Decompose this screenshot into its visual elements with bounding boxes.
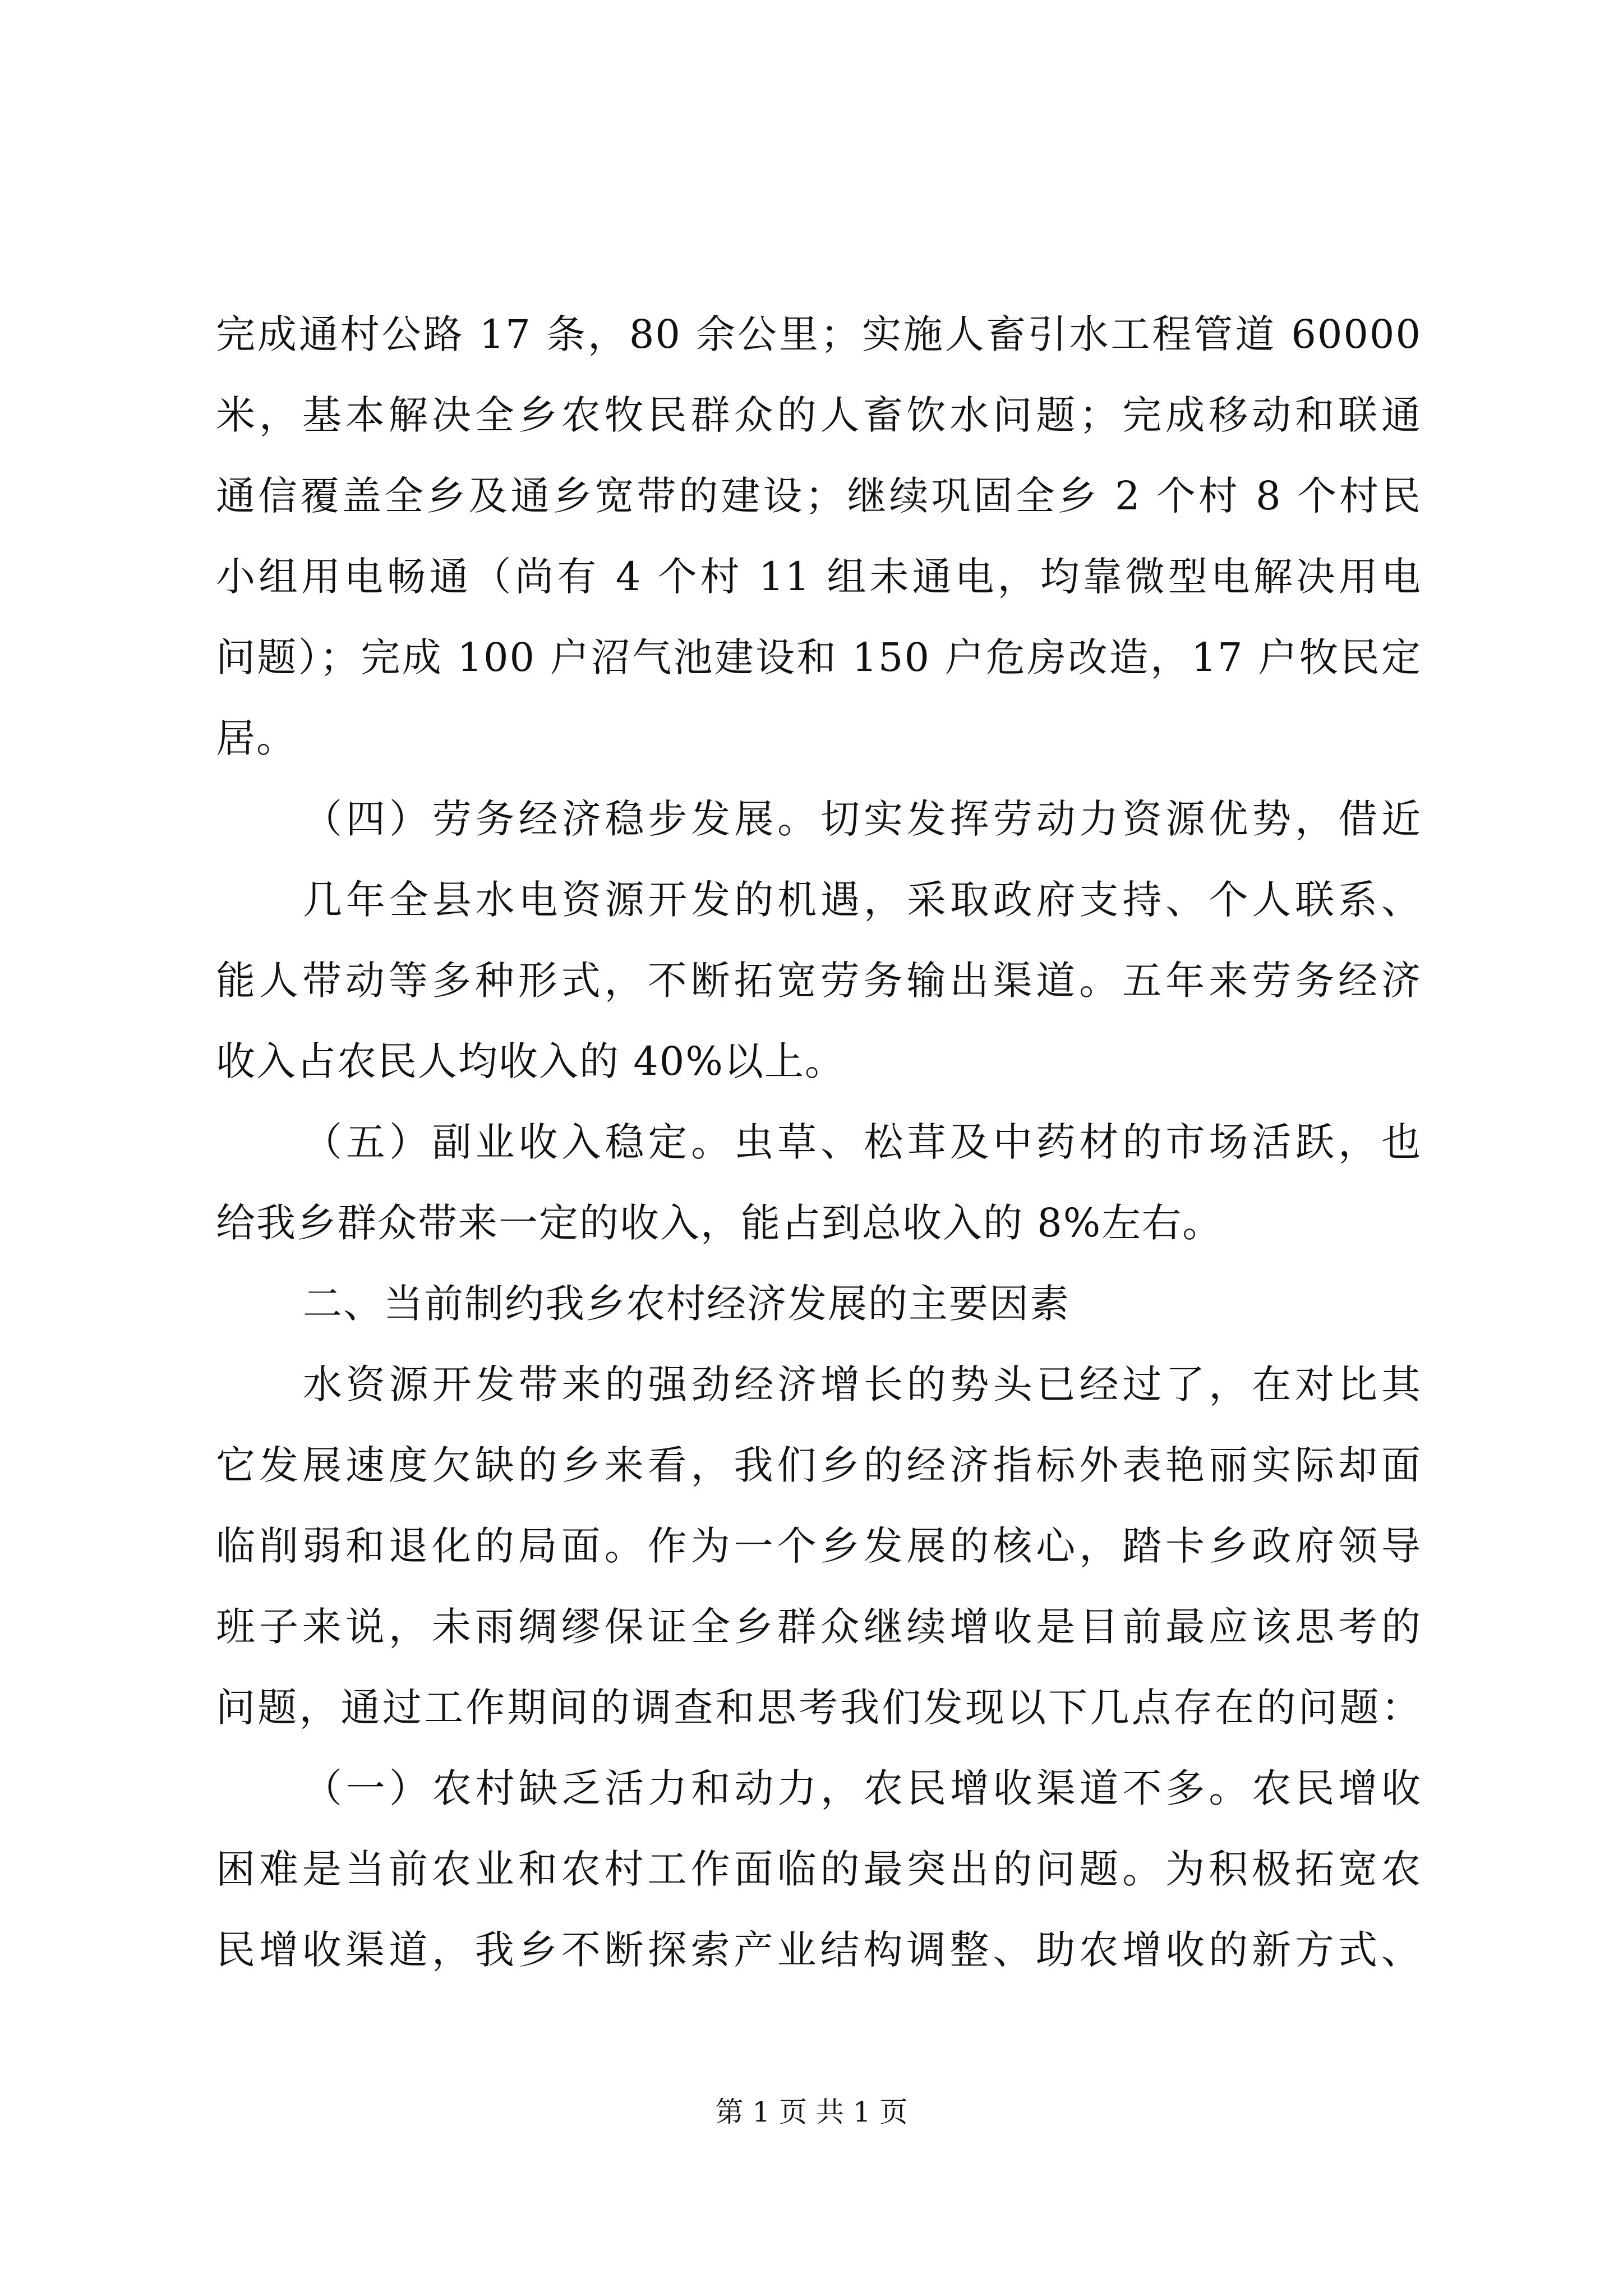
body-line: 几年全县水电资源开发的机遇，采取政府支持、个人联系、 bbox=[303, 877, 1422, 923]
body-line: 收入占农民人均收入的 40%以上。 bbox=[216, 1038, 845, 1084]
body-line: 居。 bbox=[216, 715, 297, 761]
body-line: 问题）；完成 100 户沼气池建设和 150 户危房改造，17 户牧民定 bbox=[216, 634, 1422, 680]
body-line: 给我乡群众带来一定的收入，能占到总收入的 8%左右。 bbox=[216, 1200, 1223, 1246]
paragraph-heading-line: （一）农村缺乏活力和动力，农民增收渠道不多。农民增收 bbox=[303, 1765, 1422, 1811]
section-heading: 二、当前制约我乡农村经济发展的主要因素 bbox=[303, 1281, 1070, 1327]
body-line: 小组用电畅通（尚有 4 个村 11 组未通电，均靠微型电解决用电 bbox=[216, 554, 1422, 600]
body-line: 能人带动等多种形式，不断拓宽劳务输出渠道。五年来劳务经济 bbox=[216, 958, 1422, 1004]
body-line: 困难是当前农业和农村工作面临的最突出的问题。为积极拓宽农 bbox=[216, 1846, 1422, 1892]
body-line: 班子来说，未雨绸缪保证全乡群众继续增收是目前最应该思考的 bbox=[216, 1604, 1422, 1650]
body-line: 完成通村公路 17 条，80 余公里；实施人畜引水工程管道 60000 bbox=[216, 311, 1422, 357]
body-line: 民增收渠道，我乡不断探索产业结构调整、助农增收的新方式、 bbox=[216, 1927, 1422, 1973]
page-footer: 第 1 页 共 1 页 bbox=[715, 2096, 908, 2128]
body-line: 它发展速度欠缺的乡来看，我们乡的经济指标外表艳丽实际却面 bbox=[216, 1442, 1422, 1488]
body-line: 临削弱和退化的局面。作为一个乡发展的核心，踏卡乡政府领导 bbox=[216, 1523, 1422, 1569]
body-line: 通信覆盖全乡及通乡宽带的建设；继续巩固全乡 2 个村 8 个村民 bbox=[216, 473, 1422, 519]
paragraph-heading-line: （四）劳务经济稳步发展。切实发挥劳动力资源优势，借近 bbox=[303, 796, 1422, 842]
body-line: 水资源开发带来的强劲经济增长的势头已经过了，在对比其 bbox=[303, 1361, 1422, 1407]
body-line: 问题，通过工作期间的调查和思考我们发现以下几点存在的问题： bbox=[216, 1685, 1422, 1731]
body-line: 米，基本解决全乡农牧民群众的人畜饮水问题；完成移动和联通 bbox=[216, 392, 1422, 438]
paragraph-heading-line: （五）副业收入稳定。虫草、松茸及中药材的市场活跃，也 bbox=[303, 1119, 1422, 1165]
